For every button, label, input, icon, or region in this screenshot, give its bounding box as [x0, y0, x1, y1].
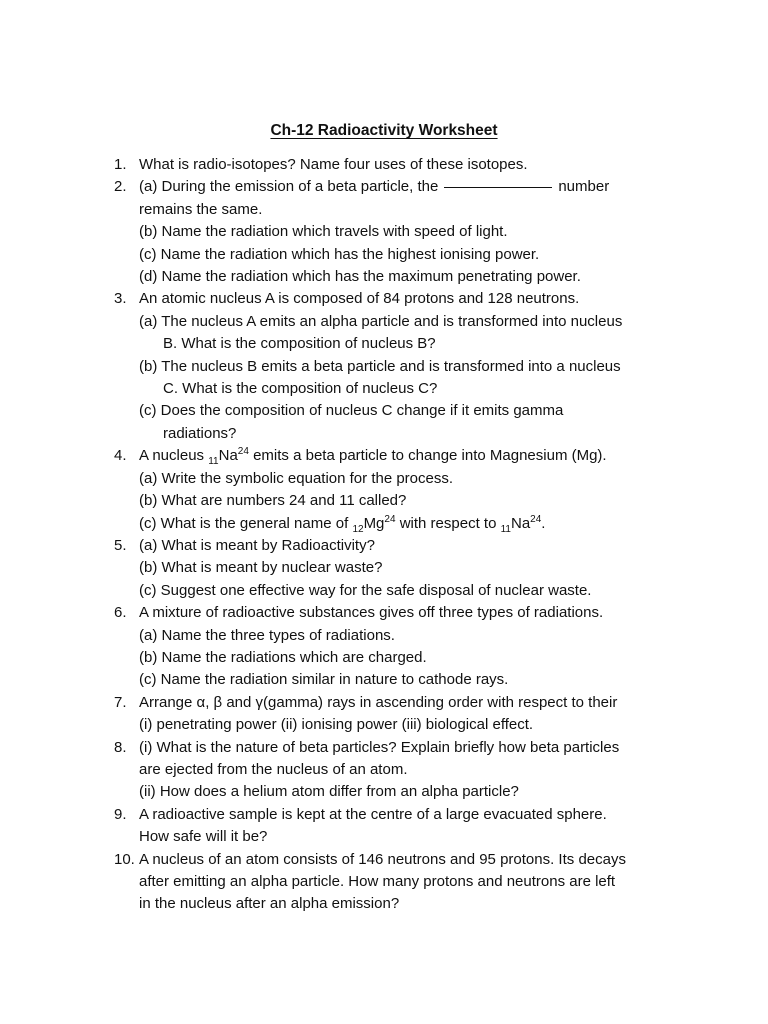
- answer-blank: [444, 187, 552, 188]
- question-10: [114, 849, 694, 916]
- sub-question: (d) Name the radiation which has the maximum penetrating power.: [139, 268, 581, 286]
- question-text: emits a beta particle to change into Magnesium (Mg).: [253, 447, 607, 465]
- sub-question: (a) Write the symbolic equation for the process.: [139, 469, 454, 487]
- question-1: [114, 154, 694, 176]
- question-text: remains the same.: [139, 200, 263, 218]
- mass-number: 24: [384, 513, 396, 525]
- mass-number: 24: [237, 446, 249, 458]
- question-7: [114, 692, 694, 737]
- question-text: after emitting an alpha particle. How many protons and neutrons are left: [139, 873, 616, 890]
- question-text: number: [558, 178, 610, 196]
- sub-question: (c) Name the radiation similar in nature to cathode rays.: [139, 671, 509, 689]
- question-number: 7.: [114, 693, 127, 711]
- sub-question: (b) What is meant by nuclear waste?: [139, 559, 383, 577]
- sub-question: (b) The nucleus B emits a beta particle and is transformed into a nucleus: [139, 357, 621, 375]
- question-list: [114, 154, 694, 916]
- question-text: A mixture of radioactive substances gives off three types of radiations.: [139, 604, 604, 622]
- question-text: (c) What is the general name of: [139, 514, 349, 532]
- question-text: (a) What is meant by Radioactivity?: [139, 536, 375, 554]
- question-9: [114, 804, 694, 849]
- question-number: 9.: [114, 805, 127, 823]
- element-symbol: Na: [218, 447, 238, 465]
- question-number: 10.: [114, 850, 135, 868]
- atomic-number: 12: [352, 523, 364, 535]
- sub-question: [114, 513, 694, 535]
- sub-question: (b) Name the radiations which are charged.: [139, 648, 427, 666]
- sub-question: (a) Name the three types of radiations.: [139, 626, 395, 644]
- page-title: Ch-12 Radioactivity Worksheet: [270, 122, 498, 139]
- question-text: with respect to: [399, 514, 497, 532]
- question-number: 2.: [114, 178, 127, 196]
- question-text: A nucleus of an atom consists of 146 neutrons and 95 protons. Its decays: [139, 850, 626, 868]
- question-text: A radioactive sample is kept at the centre of a large evacuated sphere.: [139, 805, 607, 823]
- question-number: 3.: [114, 290, 127, 308]
- question-text: are ejected from the nucleus of an atom.: [139, 760, 408, 778]
- mass-number: 24: [530, 513, 542, 525]
- sub-question-continuation: radiations?: [163, 424, 237, 442]
- question-number: 5.: [114, 536, 127, 554]
- question-text: An atomic nucleus A is composed of 84 protons and 128 neutrons.: [139, 290, 580, 308]
- element-symbol: Na: [510, 514, 531, 532]
- question-text: (i) penetrating power (ii) ionising power (iii) biological effect.: [139, 716, 534, 734]
- question-text: What is radio-isotopes? Name four uses of these isotopes.: [139, 156, 528, 173]
- sub-question: (a) The nucleus A emits an alpha particle and is transformed into nucleus: [139, 312, 623, 330]
- atomic-number: 11: [208, 456, 219, 468]
- question-text: A nucleus: [139, 447, 205, 465]
- question-number: 4.: [114, 447, 127, 465]
- question-8: [114, 737, 694, 804]
- sub-question: (b) Name the radiation which travels with speed of light.: [139, 223, 508, 241]
- question-3: [114, 288, 694, 445]
- question-2: [114, 176, 694, 288]
- sub-question-continuation: C. What is the composition of nucleus C?: [163, 380, 438, 398]
- question-text: (i) What is the nature of beta particles? Explain briefly how beta particles: [139, 738, 620, 756]
- question-text: (a) During the emission of a beta particle, the: [139, 178, 439, 196]
- question-5: [114, 535, 694, 602]
- sub-question-continuation: B. What is the composition of nucleus B?: [163, 335, 436, 353]
- sub-question: (c) Name the radiation which has the highest ionising power.: [139, 245, 540, 263]
- question-text: .: [541, 514, 546, 532]
- question-text: (ii) How does a helium atom differ from an alpha particle?: [139, 783, 519, 801]
- element-symbol: Mg: [363, 514, 385, 532]
- question-4: [114, 445, 694, 535]
- question-text: How safe will it be?: [139, 828, 268, 846]
- atomic-number: 11: [500, 523, 511, 535]
- sub-question: (b) What are numbers 24 and 11 called?: [139, 492, 407, 510]
- question-6: [114, 602, 694, 692]
- sub-question: (c) Suggest one effective way for the safe disposal of nuclear waste.: [139, 581, 592, 599]
- question-number: 8.: [114, 738, 127, 756]
- question-number: 1.: [114, 156, 127, 173]
- question-text: Arrange α, β and γ(gamma) rays in ascending order with respect to their: [139, 693, 618, 711]
- question-number: 6.: [114, 604, 127, 622]
- sub-question: (c) Does the composition of nucleus C change if it emits gamma: [139, 402, 564, 420]
- question-text: in the nucleus after an alpha emission?: [139, 895, 400, 913]
